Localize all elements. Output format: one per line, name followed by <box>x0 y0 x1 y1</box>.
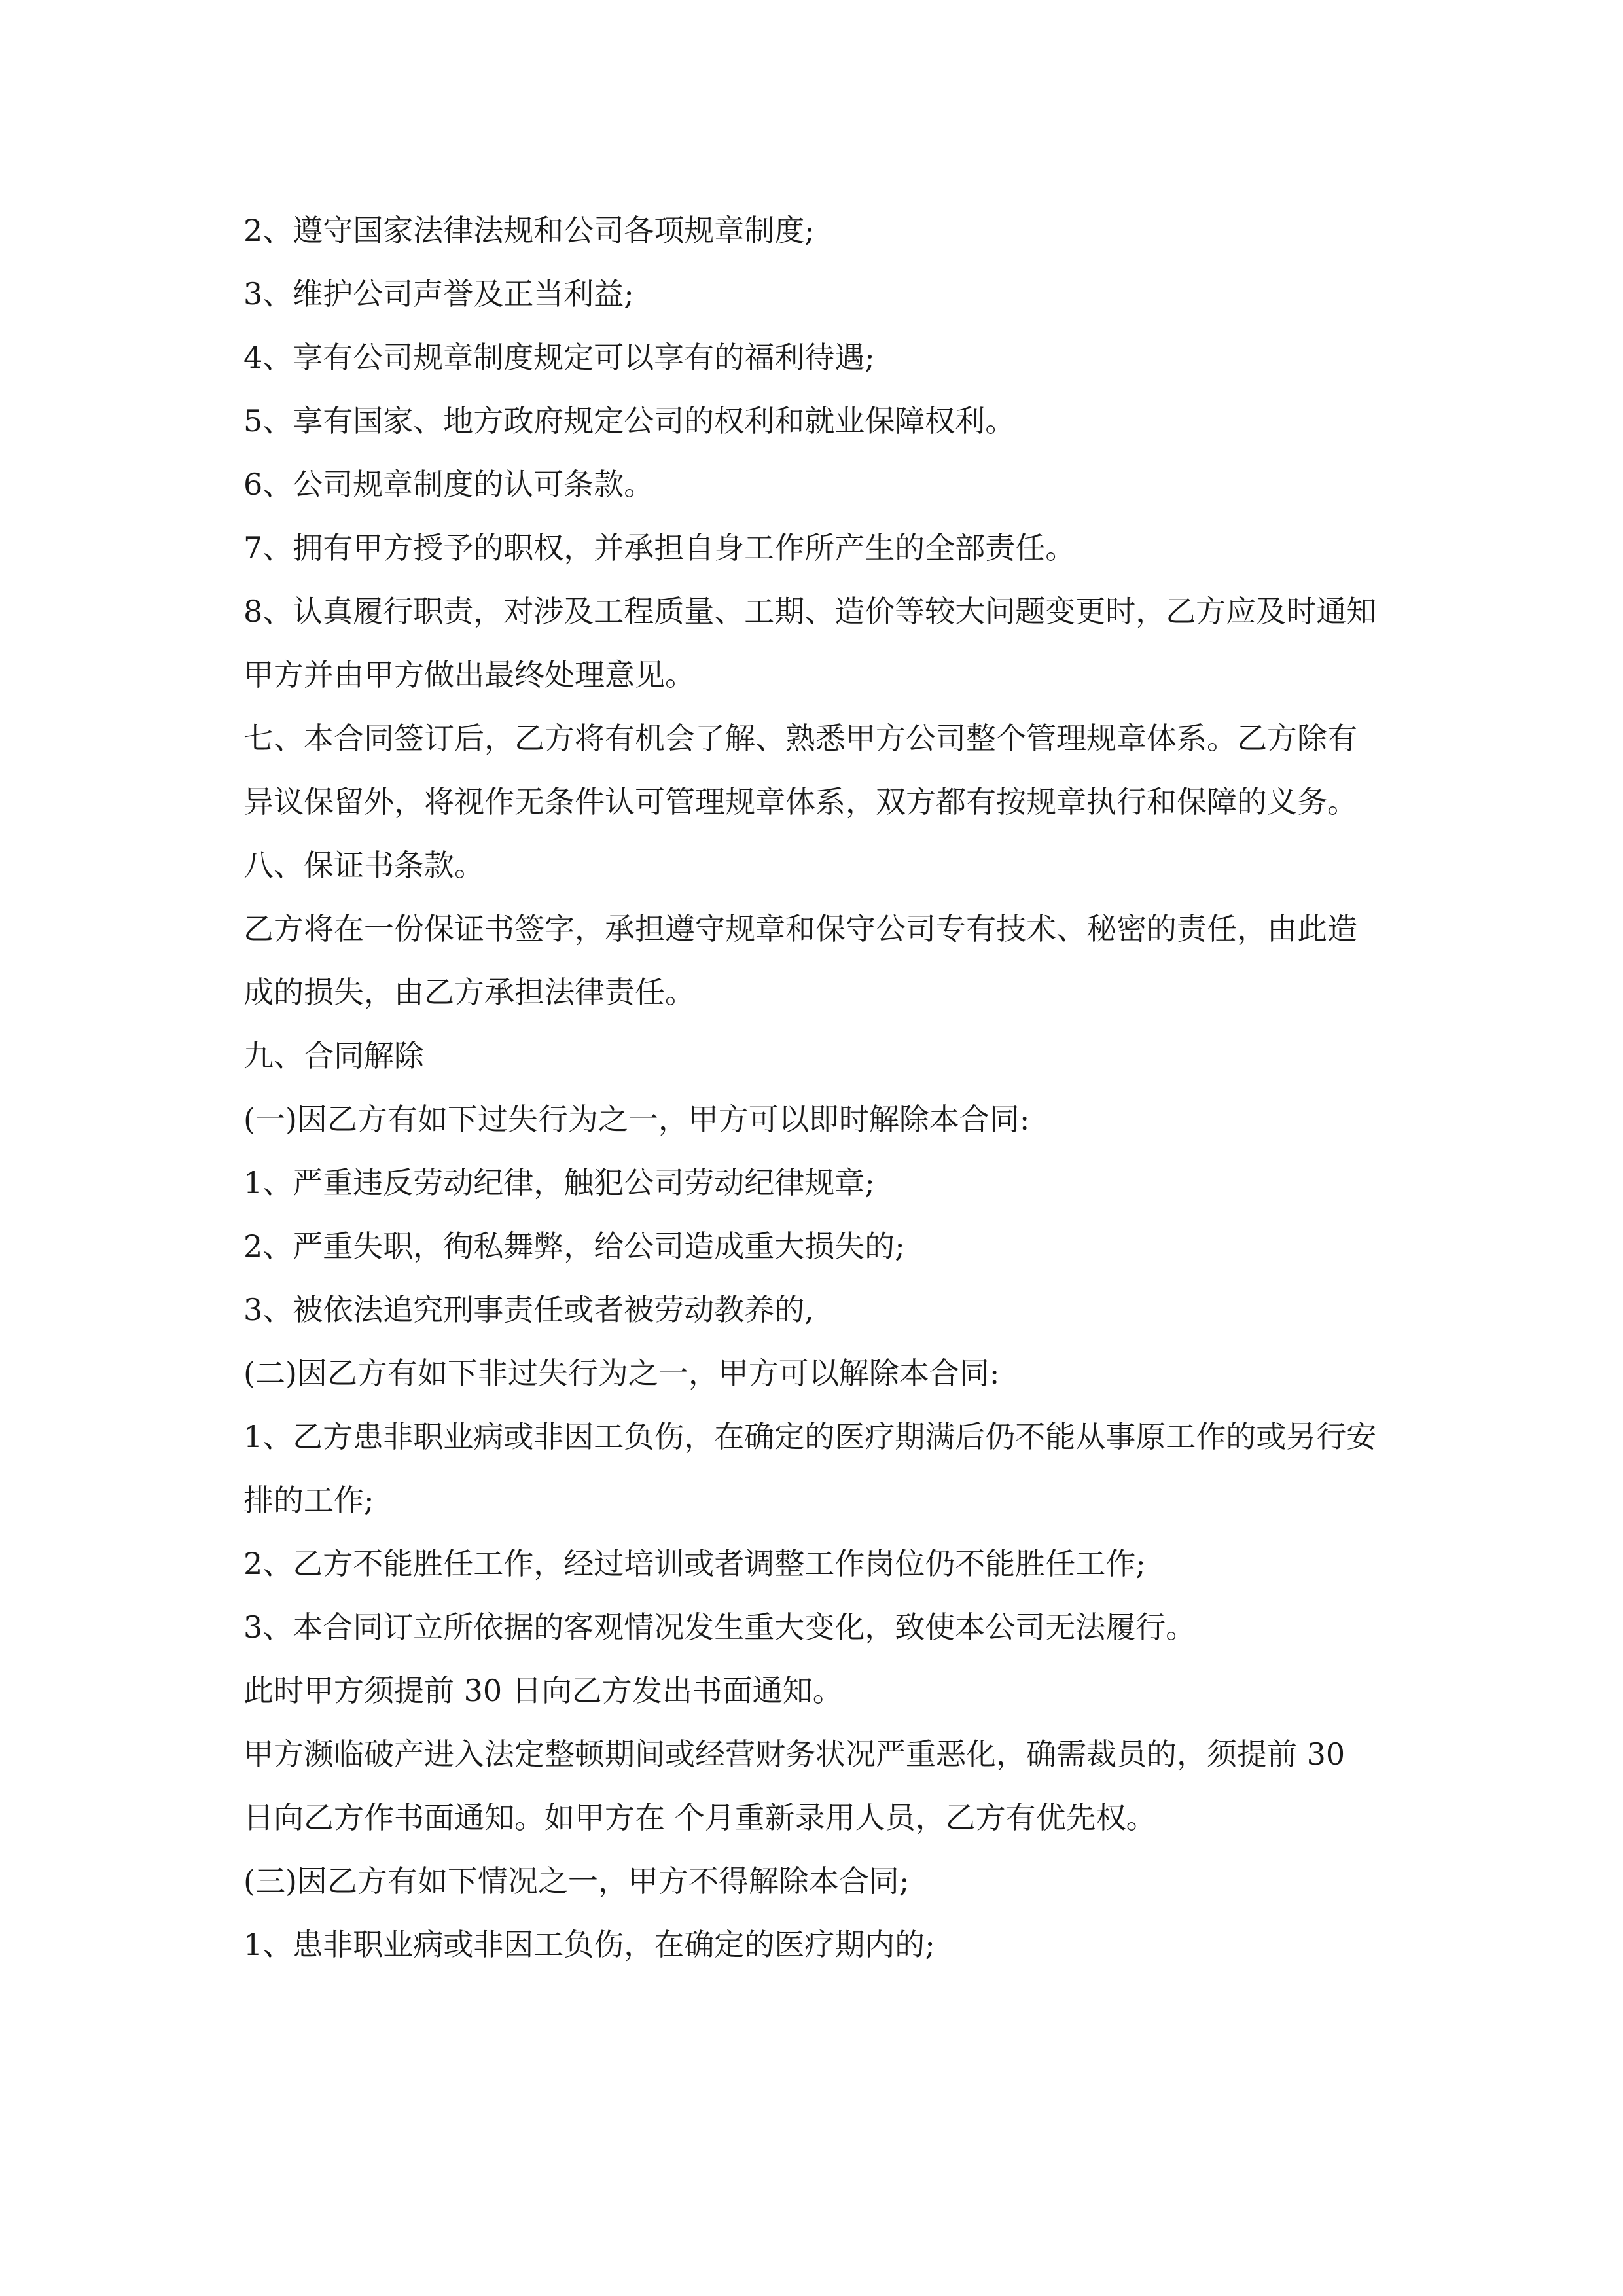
subsection-2-item-2: 2、乙方不能胜任工作，经过培训或者调整工作岗位仍不能胜任工作; <box>243 1546 1146 1581</box>
subsection-2-item-3: 3、本合同订立所依据的客观情况发生重大变化，致使本公司无法履行。 <box>243 1609 1196 1645</box>
section-7-regulations: 七、本合同签订后，乙方将有机会了解、熟悉甲方公司整个管理规章体系。乙方除有异议保留外，将视作无条件认可管理规章体系，双方都有按规章执行和保障的义务。 <box>243 721 1357 819</box>
clause-6-acknowledgement: 6、公司规章制度的认可条款。 <box>243 467 654 502</box>
section-9-heading: 九、合同解除 <box>243 1038 424 1073</box>
section-8-heading: 八、保证书条款。 <box>243 848 484 883</box>
section-8-body: 乙方将在一份保证书签字，承担遵守规章和保守公司专有技术、秘密的责任，由此造成的损失，由乙方承担法律责任。 <box>243 911 1357 1010</box>
clause-5-rights: 5、享有国家、地方政府规定公司的权利和就业保障权利。 <box>243 403 1016 439</box>
layoff-provision: 甲方濒临破产进入法定整顿期间或经营财务状况严重恶化，确需裁员的，须提前 30 日向乙方作书面通知。如甲方在 个月重新录用人员，乙方有优先权。 <box>243 1736 1346 1835</box>
subsection-1-item-3: 3、被依法追究刑事责任或者被劳动教养的, <box>243 1292 814 1327</box>
notice-requirement: 此时甲方须提前 30 日向乙方发出书面通知。 <box>243 1673 843 1708</box>
clause-4-benefits: 4、享有公司规章制度规定可以享有的福利待遇; <box>243 340 875 375</box>
clause-7-authority: 7、拥有甲方授予的职权，并承担自身工作所产生的全部责任。 <box>243 530 1076 565</box>
subsection-3-heading: (三)因乙方有如下情况之一，甲方不得解除本合同; <box>243 1863 910 1899</box>
subsection-2-item-1: 1、乙方患非职业病或非因工负伤，在确定的医疗期满后仍不能从事原工作的或另行安排的工作; <box>243 1419 1377 1518</box>
clause-8-duties: 8、认真履行职责，对涉及工程质量、工期、造价等较大问题变更时，乙方应及时通知甲方并由甲方做出最终处理意见。 <box>243 594 1377 692</box>
document-body <box>243 199 1382 1977</box>
subsection-1-item-2: 2、严重失职，徇私舞弊，给公司造成重大损失的; <box>243 1229 905 1264</box>
subsection-3-item-1: 1、患非职业病或非因工负伤，在确定的医疗期内的; <box>243 1927 935 1962</box>
subsection-1-heading: (一)因乙方有如下过失行为之一，甲方可以即时解除本合同: <box>243 1102 1030 1137</box>
clause-3-protect-reputation: 3、维护公司声誉及正当利益; <box>243 276 634 312</box>
subsection-1-item-1: 1、严重违反劳动纪律，触犯公司劳动纪律规章; <box>243 1165 875 1200</box>
clause-2-obey-laws: 2、遵守国家法律法规和公司各项规章制度; <box>243 213 815 248</box>
subsection-2-heading: (二)因乙方有如下非过失行为之一，甲方可以解除本合同: <box>243 1355 1000 1391</box>
